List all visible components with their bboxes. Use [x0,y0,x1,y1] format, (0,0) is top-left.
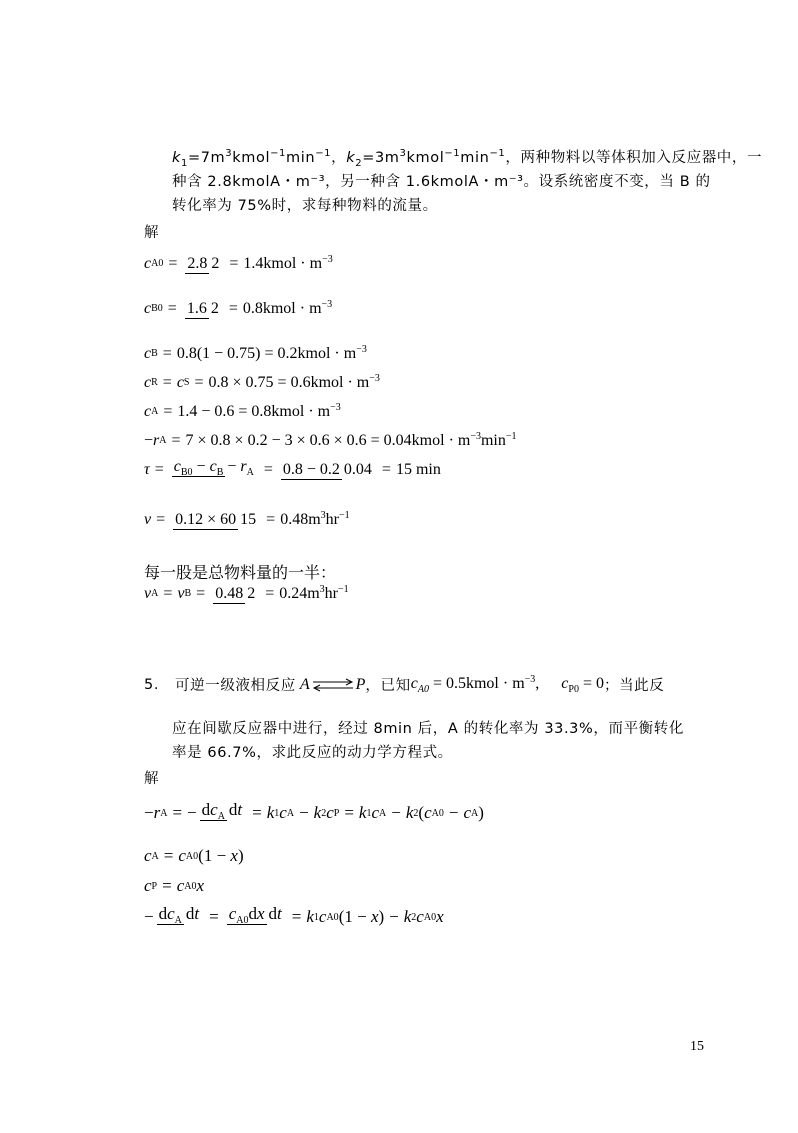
problem-5-lead: 可逆一级液相反应 [175,678,296,694]
equation-cb: c B = 0.8(1 − 0.75) = 0.2kmol · $m^{-3}$ [144,344,367,362]
problem-number: 5. [144,676,160,693]
problem-5-line-3: 率是 66.7%，求此反应的动力学方程式。 [172,745,453,761]
equation-va-vb: v A = v B = 0.48 2 = $0.24m^3hr^{-1}$ [144,584,349,602]
equation-cb0: c B0 = 1.6 2 = 0.8kmol · $m^{-3}$ [144,299,333,317]
equation-tau: τ = $c_{B0} - c_B - r_A$ = 0.8 − 0.2 0.04 = 15 min [144,458,441,478]
intro-line-2: 种含 2.8kmolA・m⁻³，另一种含 1.6kmolA・m⁻³。设系统密度不变，当 B 的 [172,174,711,190]
solution-label: 解 [144,225,160,241]
problem-5-line-1-tail: ；当此反 [603,678,665,694]
solution-label: 解 [144,771,160,787]
equation-cp-x: c P = c A0 x [144,876,205,895]
equation-ca: c A = 1.4 − 0.6 = 0.8kmol · $m^{-3}$ [144,402,341,420]
intro-line-3: 转化率为 75%时，求每种物料的流量。 [172,198,438,214]
reversible-arrow-icon [312,678,354,692]
problem-5-line-2: 应在间歇反应器中进行，经过 8min 后，A 的转化率为 33.3%，而平衡转化 [172,721,684,737]
equation-rate: − r A = 7 × 0.8 × 0.2 − 3 × 0.6 × 0.6 = 0.04kmol · $m^{-3}\min^{-1}$ [144,431,517,449]
given-cp0: $c_{P0} = 0$ [561,674,604,695]
equation-differential: − $dc_A$ dt = $c_{A0}dx$ dt = k 1 c A0 (1 − x) − k 2 c A0 x [144,904,444,926]
problem-5-line-1: 5. 可逆一级液相反应 A P ，已知 $c_{A0}$ = 0.5kmol · $m^{-3}$, $c_{P0} = 0$ ；当此反 [144,674,665,695]
given-ca0: $c_{A0}$ = 0.5kmol · $m^{-3}$, [410,674,540,695]
page-number: 15 [690,1039,704,1054]
intro-line-1 [172,146,762,169]
equation-ca0: c A0 = 2.8 2 = 1.4kmol · $m^{-3}$ [144,254,333,272]
equation-v: v = 0.12 × 60 15 = $0.48m^3hr^{-1}$ [144,510,350,528]
equation-ca-x: c A = c A0 (1 − x) [144,846,244,865]
rate-constants: $k_1=7m^3kmol^{-1}\min^{-1}$，$k_2=3m^3kmol^{-1}\min^{-1}$ [172,148,506,169]
problem-5-given: ，已知 [365,678,411,694]
equation-rate-law: − r A = − $dc_A$ dt = k 1 c A − k 2 c P = k 1 c A − k 2 ( c A0 − c A ) [144,800,484,822]
intro-line-1-text: ，两种物料以等体积加入反应器中，一 [505,150,763,166]
half-text: 每一股是总物料量的一半： [144,563,337,582]
equation-cr-cs: c R = c S = 0.8 × 0.75 = 0.6kmol · $m^{-3}$ [144,373,380,391]
